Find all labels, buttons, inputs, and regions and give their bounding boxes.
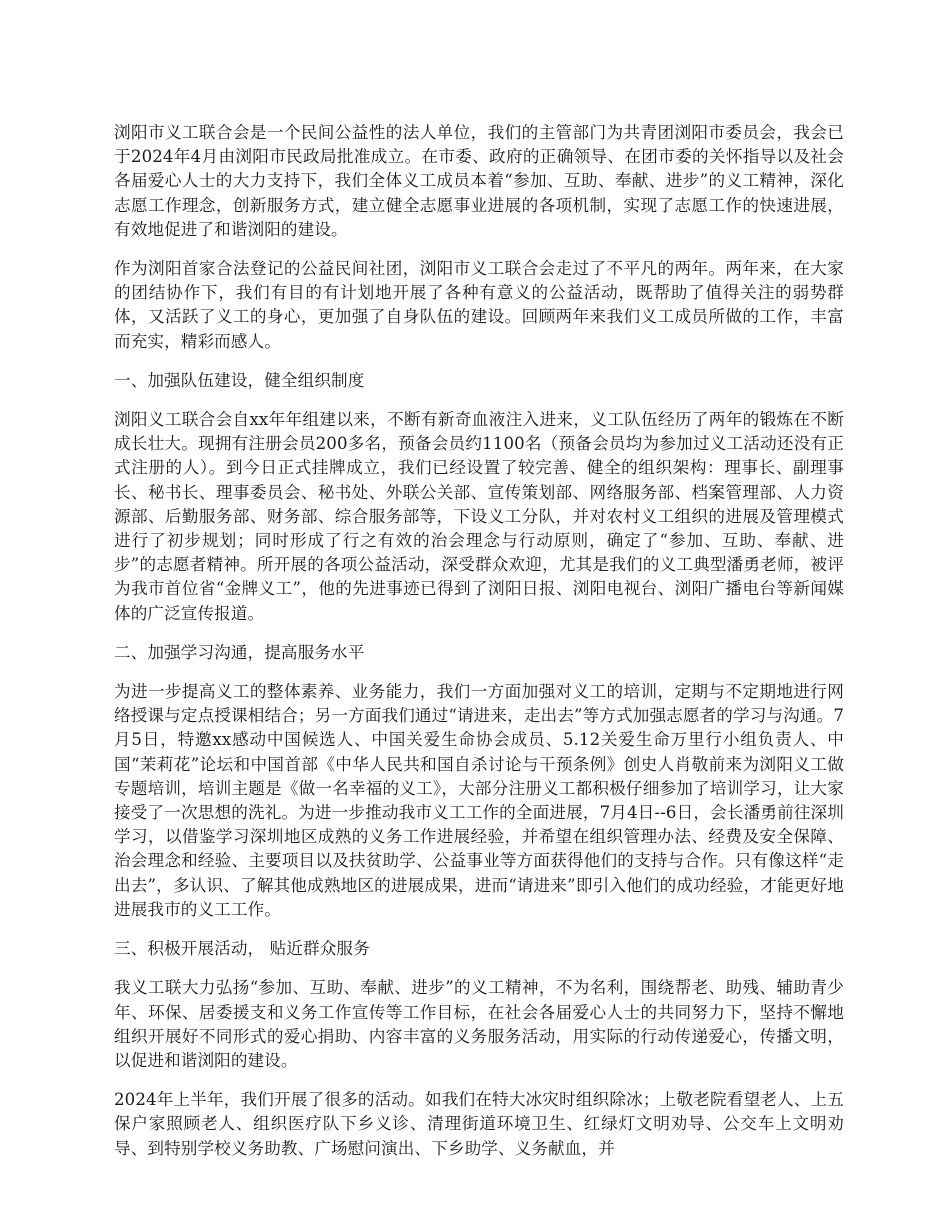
review-paragraph: 作为浏阳首家合法登记的公益民间社团，浏阳市义工联合会走过了不平凡的两年。两年来，在大家的团结协作下，我们有目的有计划地开展了各种有意义的公益活动，既帮助了值得关注的弱势群体，又活跃了义工的身心，更加强了自身队伍的建设。回顾两年来我们义工成员所做的工作，丰富而充实，精彩而感人。 — [114, 259, 844, 351]
section-2-paragraph: 为进一步提高义工的整体素养、业务能力，我们一方面加强对义工的培训，定期与不定期地进行网络授课与定点授课相结合；另一方面我们通过“请进来，走出去”等方式加强志愿者的学习与沟通。7月5日，特邀xx感动中国候选人、中国关爱生命协会成员、5.12关爱生命万里行小组负责人、中国“茉莉花”论坛和中国首部《中华人民共和国自杀讨论与干预条例》创史人肖敬前来为浏阳义工做专题培训，培训主题是《做一名幸福的义工》，大部分注册义工都积极仔细参加了培训学习，让大家接受了一次思想的洗礼。为进一步推动我市义工工作的全面进展，7月4日--6日，会长潘勇前往深圳学习，以借鉴学习深圳地区成熟的义务工作进展经验，并希望在组织管理办法、经费及安全保障、治会理念和经验、主要项目以及扶贫助学、公益事业等方面获得他们的支持与合作。只有像这样“走出去”，多认识、了解其他成熟地区的进展成果，进而“请进来”即引入他们的成功经验，才能更好地进展我市的义工工作。 — [114, 682, 844, 919]
section-heading-3: 三、积极开展活动， 贴近群众服务 — [114, 939, 370, 959]
section-heading-2: 二、加强学习沟通，提高服务水平 — [114, 642, 365, 662]
section-3-paragraph: 我义工联大力弘扬“参加、互助、奉献、进步”的义工精神，不为名利，围绕帮老、助残、辅助青少年、环保、居委援支和义务工作宣传等工作目标，在社会各届爱心人士的共同努力下，坚持不懈地组织开展好不同形式的爱心捐助、内容丰富的义务服务活动，用实际的行动传递爱心，传播文明，以促进和谐浏阳的建设。 — [114, 978, 844, 1070]
intro-paragraph: 浏阳市义工联合会是一个民间公益性的法人单位，我们的主管部门为共青团浏阳市委员会，我会已于2024年4月由浏阳市民政局批准成立。在市委、政府的正确领导、在团市委的关怀指导以及社会各届爱心人士的大力支持下，我们全体义工成员本着“参加、互助、奉献、进步”的义工精神，深化志愿工作理念，创新服务方式，建立健全志愿事业进展的各项机制，实现了志愿工作的快速进展，有效地促进了和谐浏阳的建设。 — [114, 123, 844, 239]
section-1-paragraph: 浏阳义工联合会自xx年年组建以来，不断有新奇血液注入进来，义工队伍经历了两年的锻炼在不断成长壮大。现拥有注册会员200多名，预备会员约1100名（预备会员均为参加过义工活动还没有正式注册的人）。到今日正式挂牌成立，我们已经设置了较完善、健全的组织架构：理事长、副理事长、秘书长、理事委员会、秘书处、外联公关部、宣传策划部、网络服务部、档案管理部、人力资源部、后勤服务部、财务部、综合服务部等，下设义工分队，并对农村义工组织的进展及管理模式进行了初步规划；同时形成了行之有效的治会理念与行动原则，确定了“参加、互助、奉献、进步”的志愿者精神。所开展的各项公益活动，深受群众欢迎，尤其是我们的义工典型潘勇老师，被评为我市首位省“金牌义工”，他的先进事迹已得到了浏阳日报、浏阳电视台、浏阳广播电台等新闻媒体的广泛宣传报道。 — [114, 410, 844, 623]
document-body — [114, 121, 844, 1176]
section-heading-1: 一、加强队伍建设，健全组织制度 — [114, 370, 365, 390]
activities-paragraph: 2024年上半年，我们开展了很多的活动。如我们在特大冰灾时组织除冰；上敬老院看望老人、上五保户家照顾老人、组织医疗队下乡义诊、清理街道环境卫生、红绿灯文明劝导、公交车上文明劝导、到特别学校义务助教、广场慰问演出、下乡助学、义务献血，并 — [114, 1090, 844, 1158]
